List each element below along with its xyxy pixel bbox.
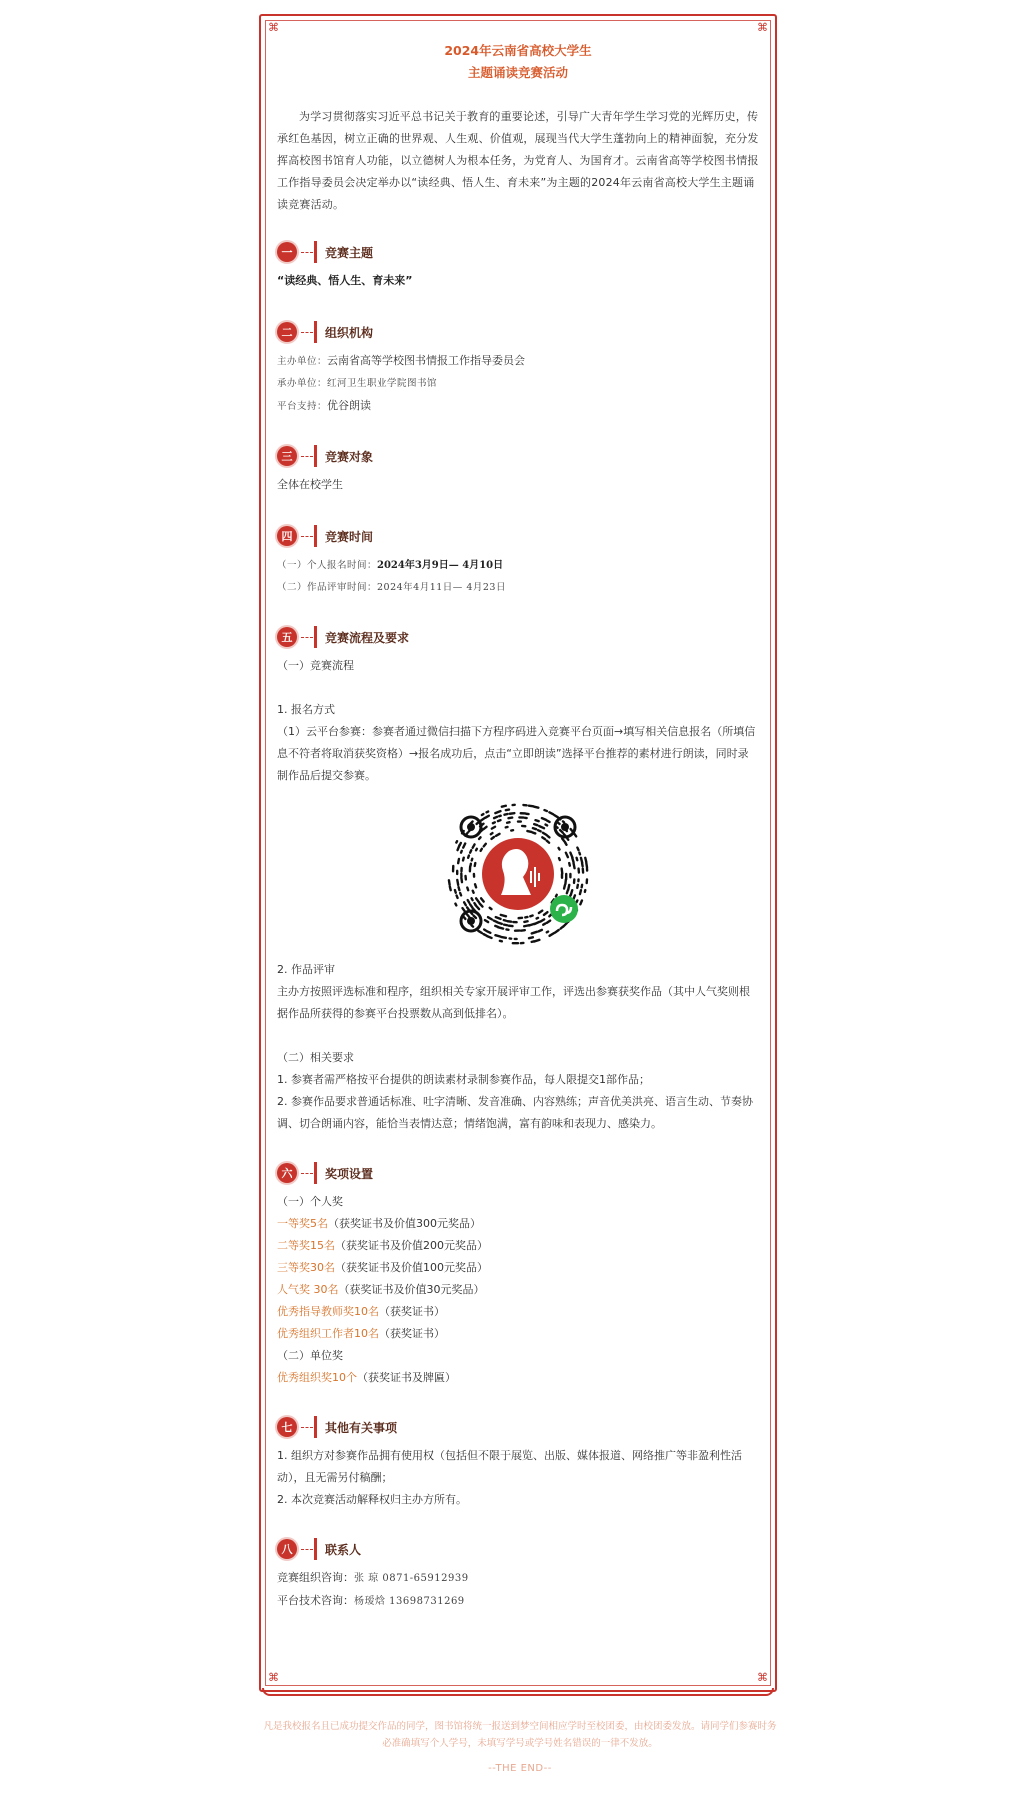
section-number-badge: 七 [277, 1417, 297, 1437]
divider [314, 241, 317, 263]
list-item: 平台支持：优谷朗读 [277, 399, 372, 412]
list-item: 承办单位：红河卫生职业学院图书馆 [277, 378, 438, 389]
list-item: （二）作品评审时间：2024年4月11日— 4月23日 [277, 582, 506, 593]
section-title: 奖项设置 [325, 1166, 374, 1181]
award-item: 优秀指导教师奖10名（获奖证书） [277, 1305, 445, 1318]
the-end-label: --THE END-- [488, 1763, 552, 1774]
subheading: （一）个人奖 [277, 1195, 343, 1208]
section-number-badge: 一 [277, 242, 297, 262]
step-heading: 2. 作品评审 [277, 963, 335, 976]
contact-item: 竞赛组织咨询：张 琼 0871-65912939 [277, 1571, 469, 1584]
section-header-1 [277, 240, 759, 264]
section-header-2 [277, 320, 759, 344]
divider [314, 1416, 317, 1438]
corner-ornament-icon: ⌘ [757, 21, 768, 34]
subheading: （二）相关要求 [277, 1051, 354, 1064]
section-title: 竞赛时间 [325, 529, 374, 544]
title-line-2: 主题诵读竞赛活动 [467, 65, 568, 80]
section-number-badge: 五 [277, 627, 297, 647]
section-title: 竞赛主题 [325, 245, 374, 260]
section-number-badge: 三 [277, 446, 297, 466]
footer-note: 凡是我校报名且已成功提交作品的同学，图书馆将统一报送到梦空间相应学时至校团委，由校团委发放。请同学们参赛时务必准确填写个人学号，未填写学号或学号姓名错误的一律不发放。 [263, 1721, 777, 1749]
award-item: 优秀组织奖10个（获奖证书及牌匾） [277, 1371, 456, 1384]
divider [301, 332, 313, 333]
award-item: 二等奖15名（获奖证书及价值200元奖品） [277, 1239, 488, 1252]
mini-program-code-icon[interactable] [443, 799, 593, 949]
page-title [277, 40, 759, 84]
award-item: 优秀组织工作者10名（获奖证书） [277, 1327, 445, 1340]
target-text: 全体在校学生 [277, 478, 343, 491]
article-body [277, 40, 759, 1613]
section-header-3 [277, 444, 759, 468]
subheading: （二）单位奖 [277, 1349, 343, 1362]
intro-paragraph: 为学习贯彻落实习近平总书记关于教育的重要论述，引导广大青年学生学习党的光辉历史，传承红色基因，树立正确的世界观、人生观、价值观，展现当代大学生蓬勃向上的精神面貌，充分发挥高校图书馆育人功能，以立德树人为根本任务，为党育人、为国育才。云南省高等学校图书情报工作指导委员会决定举办以“读经典、悟人生、育未来”为主题的2024年云南省高校大学生主题诵读竞赛活动。 [277, 110, 759, 211]
section-header-6 [277, 1161, 759, 1185]
requirement-item: 1. 参赛者需严格按平台提供的朗读素材录制参赛作品，每人限提交1部作品； [277, 1073, 650, 1086]
section-number-badge: 八 [277, 1539, 297, 1559]
section-title: 竞赛对象 [325, 449, 374, 464]
list-item: （一）个人报名时间：2024年3月9日— 4月10日 [277, 560, 504, 571]
requirement-item: 2. 参赛作品要求普通话标准、吐字清晰、发音准确、内容熟练；声音优美洪亮、语言生动、节奏协调、切合朗诵内容，能恰当表情达意；情绪饱满，富有韵味和表现力、感染力。 [277, 1095, 753, 1130]
section-title: 组织机构 [325, 325, 374, 340]
section-header-7 [277, 1415, 759, 1439]
divider [301, 252, 313, 253]
notes-list [277, 1445, 759, 1511]
step-text: （1）云平台参赛：参赛者通过微信扫描下方程序码进入竞赛平台页面→填写相关信息报名（所填信息不符者将取消获奖资格）→报名成功后，点击“立即朗读”选择平台推荐的素材进行朗读，同时录制作品后提交参赛。 [277, 725, 756, 782]
schedule-list [277, 554, 759, 599]
award-item: 一等奖5名（获奖证书及价值300元奖品） [277, 1217, 481, 1230]
section-title: 其他有关事项 [325, 1420, 398, 1435]
divider [301, 637, 313, 638]
divider [314, 1538, 317, 1560]
corner-ornament-icon: ⌘ [268, 21, 279, 34]
divider [301, 1549, 313, 1550]
bottom-swirl [262, 1688, 774, 1696]
section-header-5 [277, 625, 759, 649]
organizer-list [277, 350, 759, 418]
divider [301, 456, 313, 457]
title-line-1: 2024年云南省高校大学生 [444, 43, 592, 58]
list-item: 1. 组织方对参赛作品拥有使用权（包括但不限于展览、出版、媒体报道、网络推广等非盈利性活动），且无需另付稿酬； [277, 1449, 742, 1484]
divider [301, 1173, 313, 1174]
contact-item: 平台技术咨询：杨瑷焓 13698731269 [277, 1594, 465, 1607]
divider [301, 536, 313, 537]
divider [301, 1427, 313, 1428]
contact-list [277, 1567, 759, 1613]
corner-ornament-icon: ⌘ [268, 1671, 279, 1684]
list-item: 主办单位：云南省高等学校图书情报工作指导委员会 [277, 354, 526, 367]
section-header-8 [277, 1537, 759, 1561]
list-item: 2. 本次竞赛活动解释权归主办方所有。 [277, 1493, 467, 1506]
step-heading: 1. 报名方式 [277, 703, 335, 716]
section-header-4 [277, 524, 759, 548]
award-item: 人气奖 30名（获奖证书及价值30元奖品） [277, 1283, 485, 1296]
step-text: 主办方按照评选标准和程序，组织相关专家开展评审工作，评选出参赛获奖作品（其中人气奖则根据作品所获得的参赛平台投票数从高到低排名）。 [277, 985, 750, 1020]
section-title: 竞赛流程及要求 [325, 630, 410, 645]
corner-ornament-icon: ⌘ [757, 1671, 768, 1684]
section-title: 联系人 [325, 1542, 362, 1557]
divider [314, 445, 317, 467]
section-number-badge: 二 [277, 322, 297, 342]
divider [314, 626, 317, 648]
award-list [277, 1191, 759, 1389]
section-number-badge: 四 [277, 526, 297, 546]
divider [314, 525, 317, 547]
award-item: 三等奖30名（获奖证书及价值100元奖品） [277, 1261, 488, 1274]
section-number-badge: 六 [277, 1163, 297, 1183]
theme-text: “读经典、悟人生、育未来” [277, 274, 413, 287]
divider [314, 1162, 317, 1184]
subheading: （一）竞赛流程 [277, 659, 354, 672]
divider [314, 321, 317, 343]
